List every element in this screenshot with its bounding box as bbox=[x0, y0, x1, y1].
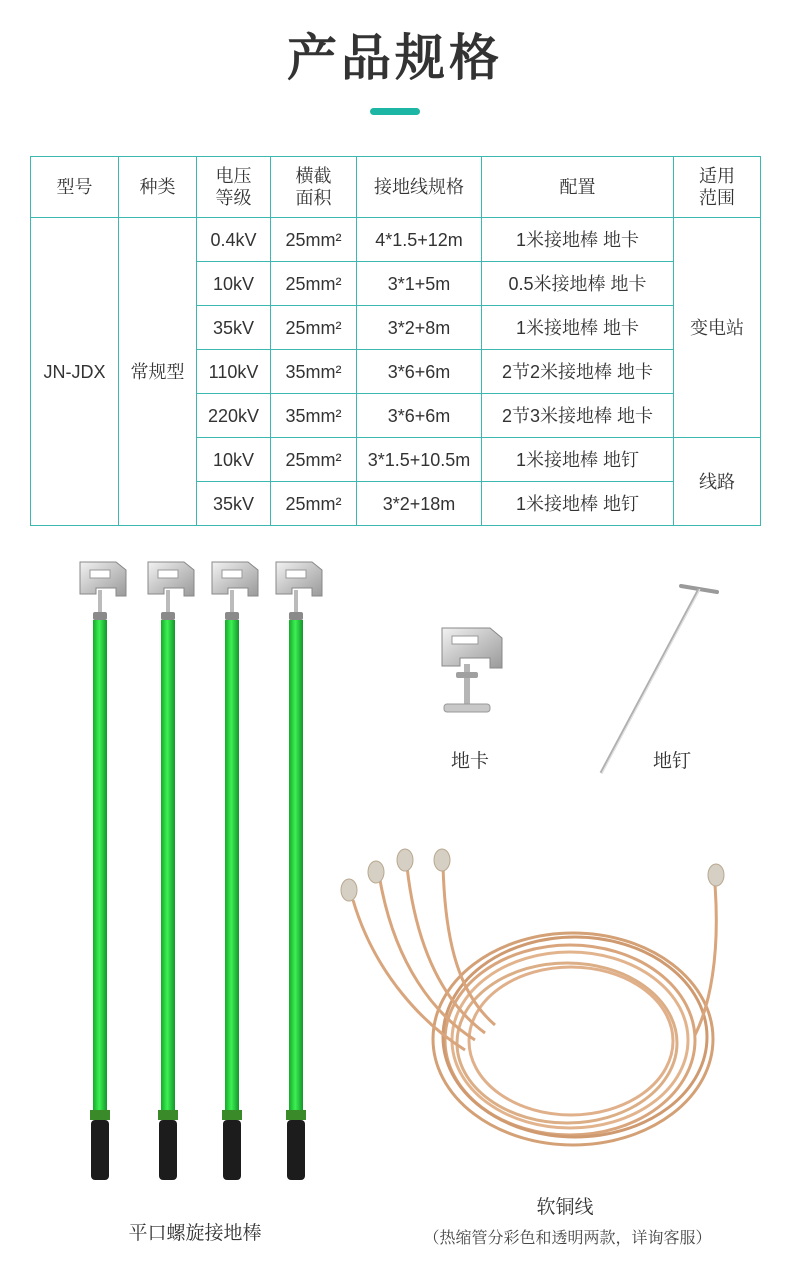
cell-spec: 4*1.5+12m bbox=[357, 218, 482, 262]
cell-spec: 3*2+18m bbox=[357, 482, 482, 526]
spec-table bbox=[30, 156, 761, 526]
title-underline bbox=[370, 108, 420, 115]
cell-spec: 3*1+5m bbox=[357, 262, 482, 306]
table-row bbox=[31, 218, 761, 262]
cell-config: 1米接地棒 地钉 bbox=[482, 482, 674, 526]
grounding-rod bbox=[148, 562, 194, 1180]
cell-spec: 3*6+6m bbox=[357, 350, 482, 394]
cell-voltage: 0.4kV bbox=[197, 218, 271, 262]
rod-caption: 平口螺旋接地棒 bbox=[128, 1223, 262, 1244]
grounding-rod bbox=[276, 562, 322, 1180]
cell-config: 0.5米接地棒 地卡 bbox=[482, 262, 674, 306]
cell-area: 35mm² bbox=[271, 350, 357, 394]
cell-spec: 3*1.5+10.5m bbox=[357, 438, 482, 482]
cell-config: 1米接地棒 地钉 bbox=[482, 438, 674, 482]
stake-caption: 地钉 bbox=[652, 751, 691, 772]
cell-voltage: 10kV bbox=[197, 438, 271, 482]
header-spec: 接地线规格 bbox=[357, 157, 482, 218]
cell-spec: 3*2+8m bbox=[357, 306, 482, 350]
cell-config: 1米接地棒 地卡 bbox=[482, 306, 674, 350]
grounding-rods-image bbox=[60, 550, 340, 1190]
wire-note: （热缩管分彩色和透明两款，详询客服） bbox=[423, 1230, 712, 1247]
grounding-rod bbox=[212, 562, 258, 1180]
cell-area: 35mm² bbox=[271, 394, 357, 438]
cell-voltage: 220kV bbox=[197, 394, 271, 438]
cell-area: 25mm² bbox=[271, 306, 357, 350]
cell-voltage: 35kV bbox=[197, 306, 271, 350]
header-model: 型号 bbox=[31, 157, 119, 218]
copper-wire-image bbox=[335, 855, 745, 1155]
cell-area: 25mm² bbox=[271, 262, 357, 306]
cell-config: 2节3米接地棒 地卡 bbox=[482, 394, 674, 438]
cell-scope-substation: 变电站 bbox=[674, 218, 761, 438]
cell-voltage: 35kV bbox=[197, 482, 271, 526]
header-scope: 适用 范围 bbox=[674, 157, 761, 218]
cell-area: 25mm² bbox=[271, 482, 357, 526]
cell-scope-line: 线路 bbox=[674, 438, 761, 526]
cell-voltage: 110kV bbox=[197, 350, 271, 394]
wire-caption: 软铜线 bbox=[536, 1197, 594, 1218]
ground-clamp-image bbox=[438, 620, 508, 720]
cell-config: 1米接地棒 地卡 bbox=[482, 218, 674, 262]
header-voltage: 电压 等级 bbox=[197, 157, 271, 218]
cell-config: 2节2米接地棒 地卡 bbox=[482, 350, 674, 394]
header-config: 配置 bbox=[482, 157, 674, 218]
table-header-row bbox=[31, 157, 761, 218]
cell-area: 25mm² bbox=[271, 438, 357, 482]
header-type: 种类 bbox=[119, 157, 197, 218]
page-title: 产品规格 bbox=[287, 30, 503, 86]
grounding-rod bbox=[80, 562, 126, 1180]
cell-area: 25mm² bbox=[271, 218, 357, 262]
cell-voltage: 10kV bbox=[197, 262, 271, 306]
header-area: 横截 面积 bbox=[271, 157, 357, 218]
cell-type: 常规型 bbox=[119, 218, 197, 526]
clamp-caption: 地卡 bbox=[450, 751, 489, 772]
cell-spec: 3*6+6m bbox=[357, 394, 482, 438]
cell-model: JN-JDX bbox=[31, 218, 119, 526]
